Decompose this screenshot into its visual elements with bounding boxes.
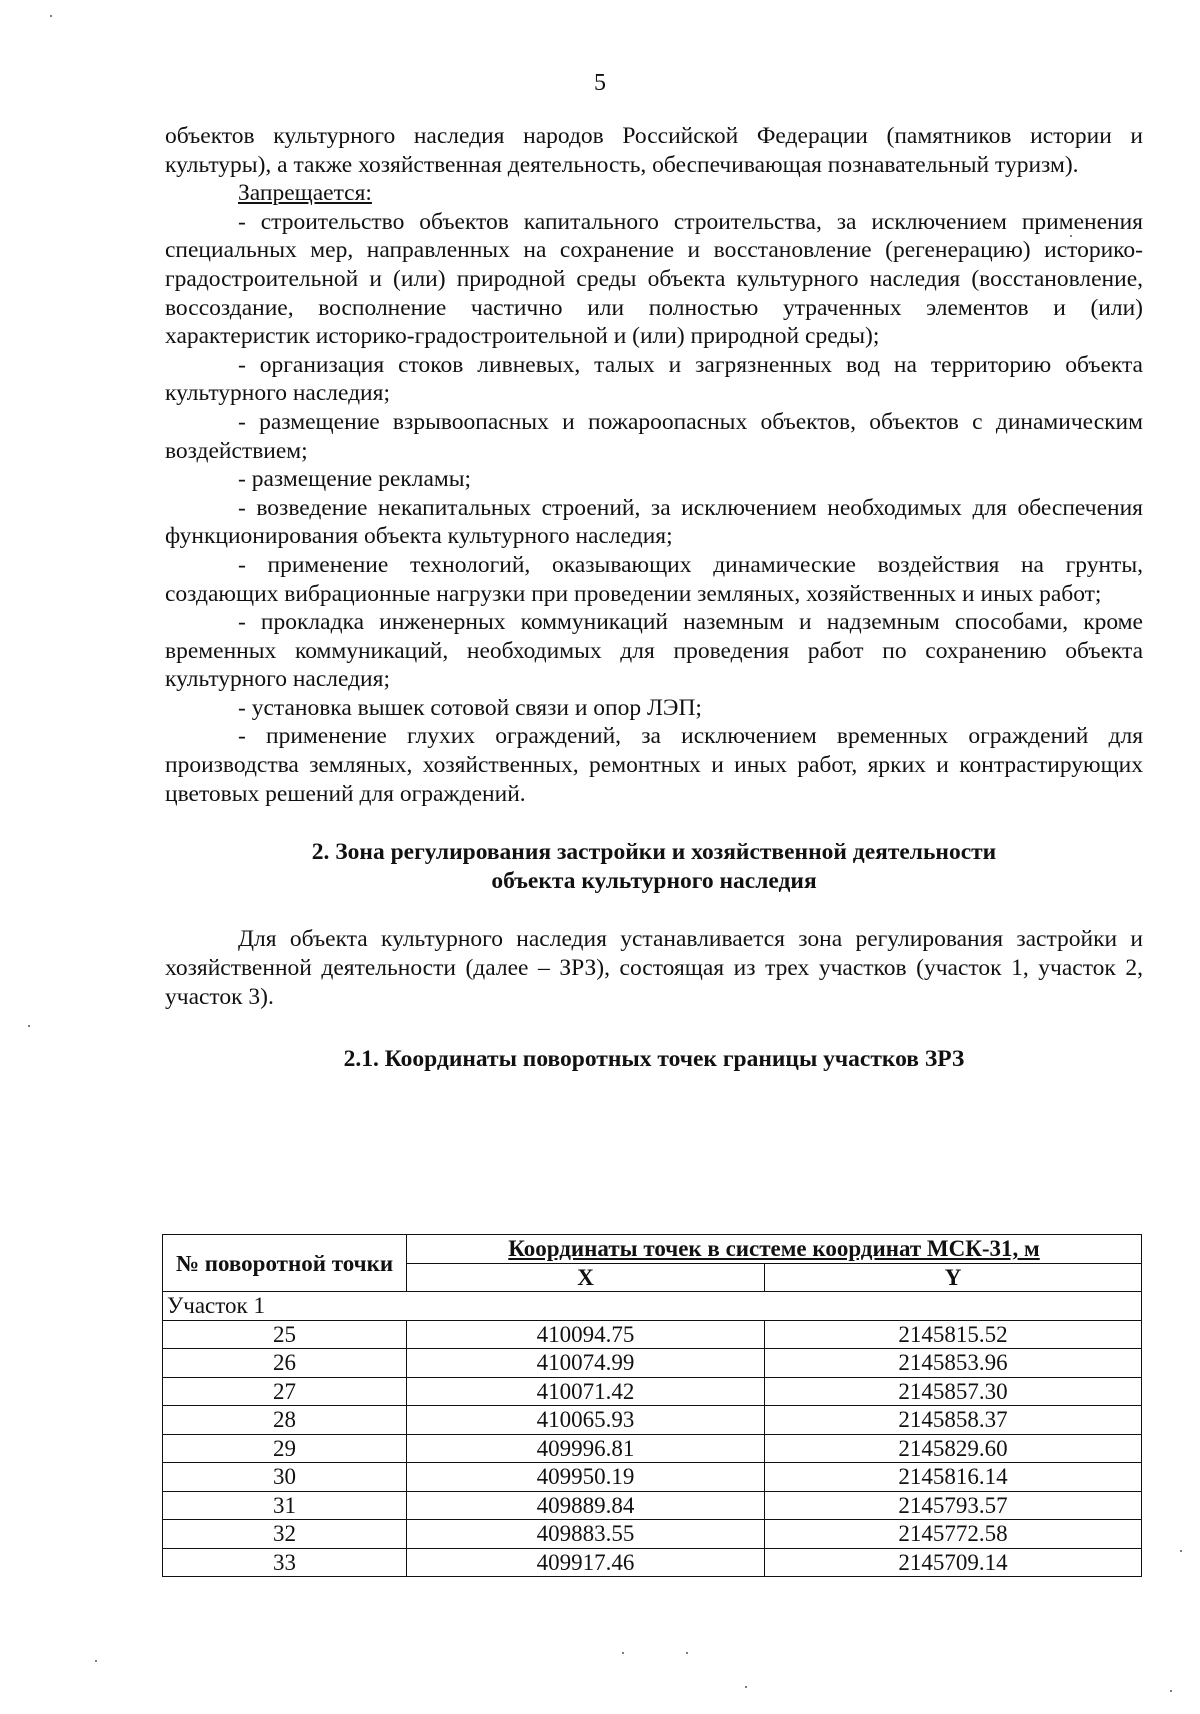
prohibited-label [165,179,1143,208]
scan-speck [1070,235,1072,237]
point-number: 33 [163,1548,407,1577]
scan-speck [50,15,52,17]
point-number: 28 [163,1406,407,1435]
prohibition-item: - применение технологий, оказывающих динамические воздействия на грунты, создающих вибрационные нагрузки при проведении земляных, хозяйственных и иных работ; [165,551,1143,607]
scan-speck [745,1686,747,1688]
point-number: 25 [163,1320,407,1349]
table-row [163,1548,1142,1577]
point-number: 29 [163,1434,407,1463]
x-value: 409889.84 [407,1491,765,1520]
x-value: 410074.99 [407,1349,765,1378]
table-row [163,1520,1142,1549]
y-value: 2145857.30 [765,1377,1142,1406]
scan-speck [622,1652,624,1654]
scan-speck [1180,1550,1182,1552]
prohibition-item: - применение глухих ограждений, за исключением временных ограждений для производства земляных, хозяйственных, ремонтных и иных работ, ярких и контрастирующих цветовых решений для ограждений. [165,723,1143,807]
x-value: 409917.46 [407,1548,765,1577]
y-value: 2145829.60 [765,1434,1142,1463]
y-value: 2145816.14 [765,1463,1142,1492]
scan-speck [686,1652,688,1654]
y-value: 2145709.14 [765,1548,1142,1577]
prohibition-item: - размещение взрывоопасных и пожароопасных объектов, объектов с динамическим воздействием; [165,408,1143,464]
x-value: 410071.42 [407,1377,765,1406]
prohibition-item: - возведение некапитальных строений, за исключением необходимых для обеспечения функционирования объекта культурного наследия; [165,494,1143,550]
coordinates-table [162,1234,1142,1577]
x-value: 410094.75 [407,1320,765,1349]
table-row [163,1463,1142,1492]
prohibited-label-text: Запрещается: [238,180,372,207]
paragraph-continuation: объектов культурного наследия народов Российской Федерации (памятников истории и культуры), а также хозяйственная деятельность, обеспечивающая познавательный туризм). [165,123,1143,178]
point-number: 31 [163,1491,407,1520]
section-label: Участок 1 [163,1292,1142,1321]
y-value: 2145858.37 [765,1406,1142,1435]
y-value: 2145772.58 [765,1520,1142,1549]
x-value: 410065.93 [407,1406,765,1435]
section-2-heading-line1: 2. Зона регулирования застройки и хозяйственной деятельности [311,839,997,866]
section-2-1-heading: 2.1. Координаты поворотных точек границы участков ЗРЗ [343,1046,965,1073]
y-value: 2145793.57 [765,1491,1142,1520]
prohibition-item: - строительство объектов капитального строительства, за исключением применения специальных мер, направленных на сохранение и восстановление (регенерацию) историко-градостроительной и (или) природной среды объекта культурного наследия (восстановление, воссоздание, восполнение частично или полностью утраченных элементов и (или) характеристик историко-градостроительной и (или) природной среды); [165,208,1143,350]
header-coordinates [407,1235,1142,1264]
point-number: 32 [163,1520,407,1549]
section-2-heading-line2: объекта культурного наследия [491,867,817,894]
scan-speck [28,1025,30,1027]
point-number: 27 [163,1377,407,1406]
point-number: 30 [163,1463,407,1492]
scan-speck [1170,1690,1172,1692]
prohibition-item: - размещение рекламы; [238,466,472,493]
table-row [163,1406,1142,1435]
y-value: 2145815.52 [765,1320,1142,1349]
header-point-number: № поворотной точки [163,1235,407,1292]
prohibition-item: - прокладка инженерных коммуникаций наземным и надземным способами, кроме временных коммуникаций, необходимых для проведения работ по сохранению объекта культурного наследия; [165,609,1143,693]
y-value: 2145853.96 [765,1349,1142,1378]
prohibition-item: - организация стоков ливневых, талых и загрязненных вод на территорию объекта культурного наследия; [165,351,1143,407]
section-2-heading [165,838,1143,895]
table-row [163,1491,1142,1520]
table-row [163,1320,1142,1349]
table-header-row [163,1235,1142,1264]
header-x: X [407,1263,765,1292]
x-value: 409950.19 [407,1463,765,1492]
x-value: 409996.81 [407,1434,765,1463]
table-row [163,1434,1142,1463]
table-row [163,1377,1142,1406]
table-section-row [163,1292,1142,1321]
point-number: 26 [163,1349,407,1378]
page-number: 5 [594,70,606,96]
section-2-paragraph: Для объекта культурного наследия устанавливается зона регулирования застройки и хозяйственной деятельности (далее – ЗРЗ), состоящая из трех участков (участок 1, участок 2, участок 3). [165,926,1143,1010]
table-row [163,1349,1142,1378]
prohibition-item: - установка вышек сотовой связи и опор ЛЭП; [238,694,702,721]
document-body [165,122,1143,1074]
header-coordinates-text: Координаты точек в системе координат МСК-31, м [508,1236,1040,1262]
scan-speck [95,1660,97,1662]
x-value: 409883.55 [407,1520,765,1549]
header-y: Y [765,1263,1142,1292]
